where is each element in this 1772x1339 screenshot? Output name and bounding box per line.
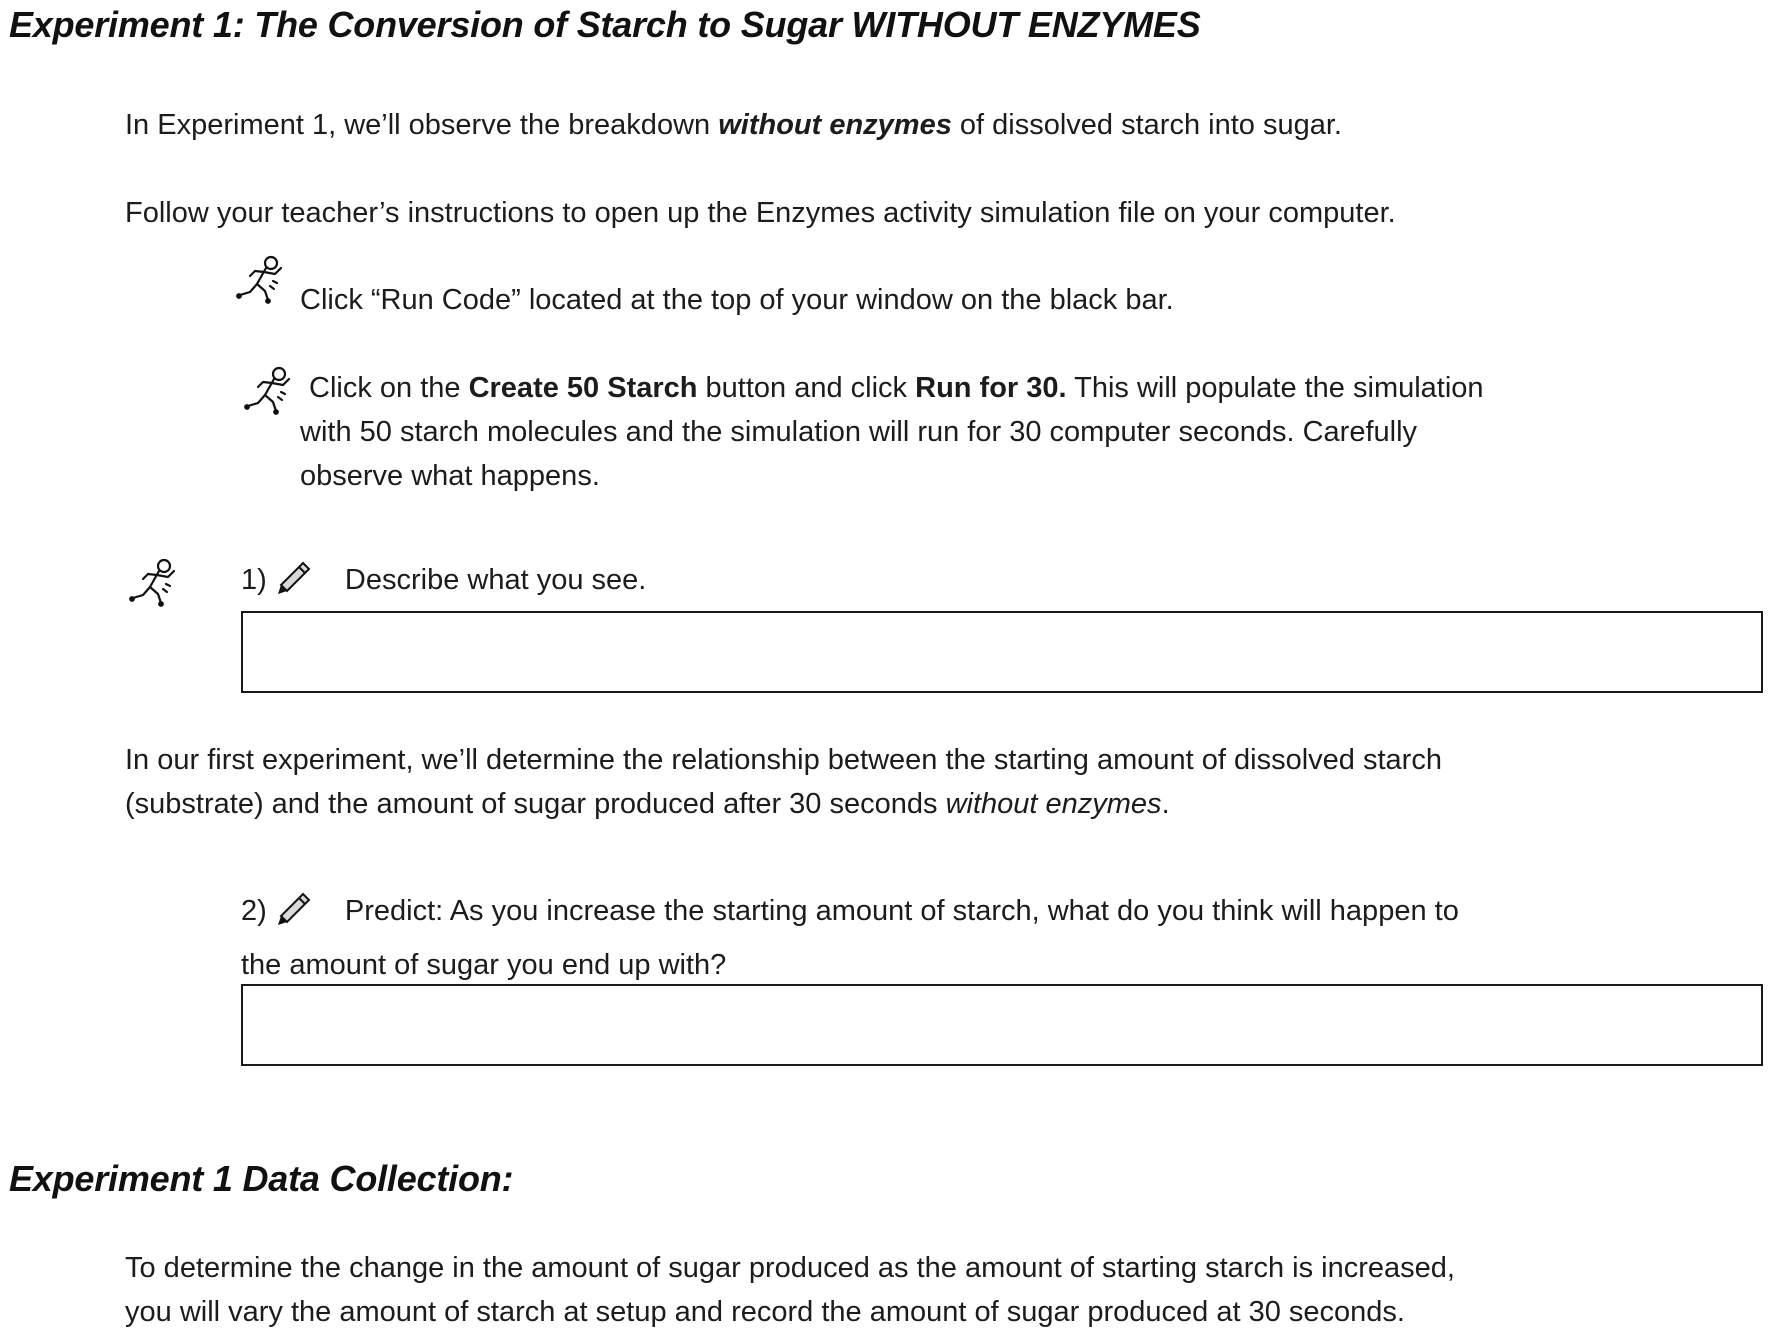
intro-text-after: of dissolved starch into sugar. [951,109,1342,141]
relationship-line-1: In our first experiment, we’ll determine the relationship between the starting amount of dissolved starch [125,744,1442,776]
experiment-title: Experiment 1: The Conversion of Starch to Sugar WITHOUT ENZYMES [9,4,1201,45]
relationship-line-2-before: (substrate) and the amount of sugar produced after 30 seconds [125,788,946,820]
step-create-line-2: with 50 starch molecules and the simulation will run for 30 computer seconds. Carefully [300,416,1418,448]
data-collection-line-1: To determine the change in the amount of sugar produced as the amount of starting starch is increased, [125,1252,1455,1284]
step-create-mid: button and click [697,372,916,404]
intro-paragraph [125,103,1342,147]
data-collection-line-2: you will vary the amount of starch at setup and record the amount of sugar produced at 30 seconds. [125,1296,1405,1328]
question-2-answer-box[interactable] [241,984,1763,1066]
relationship-line-2 [125,782,1170,826]
intro-emphasis: without enzymes [718,109,952,141]
question-1-number: 1) [241,564,267,596]
relationship-line-2-after: . [1161,788,1170,820]
run-for-30-label: Run for 30. [915,372,1067,404]
step-create-prefix: Click on the [309,372,469,404]
step-create-starch-text [309,366,1484,410]
data-collection-title: Experiment 1 Data Collection: [9,1158,514,1199]
question-2 [241,889,1459,933]
question-1-answer-box[interactable] [241,611,1763,693]
follow-instructions-text: Follow your teacher’s instructions to open up the Enzymes activity simulation file on your computer. [125,197,1396,229]
running-figure-icon [128,557,178,607]
question-2-prompt-line-1: Predict: As you increase the starting amount of starch, what do you think will happen to [344,895,1459,927]
pencil-icon [275,890,313,928]
pencil-icon [275,559,313,597]
create-50-starch-label: Create 50 Starch [468,372,698,404]
relationship-emphasis: without enzymes [945,788,1162,820]
running-figure-icon [243,365,293,415]
step-create-line-3: observe what happens. [300,460,600,492]
question-2-number: 2) [241,895,267,927]
step-run-code-text: Click “Run Code” located at the top of your window on the black bar. [300,284,1174,316]
step-create-suffix: This will populate the simulation [1066,372,1484,404]
question-2-prompt-line-2: the amount of sugar you end up with? [241,949,727,981]
running-figure-icon [235,254,285,304]
intro-text-before: In Experiment 1, we’ll observe the breakdown [125,109,719,141]
question-1 [241,558,646,602]
question-1-prompt: Describe what you see. [344,564,647,596]
